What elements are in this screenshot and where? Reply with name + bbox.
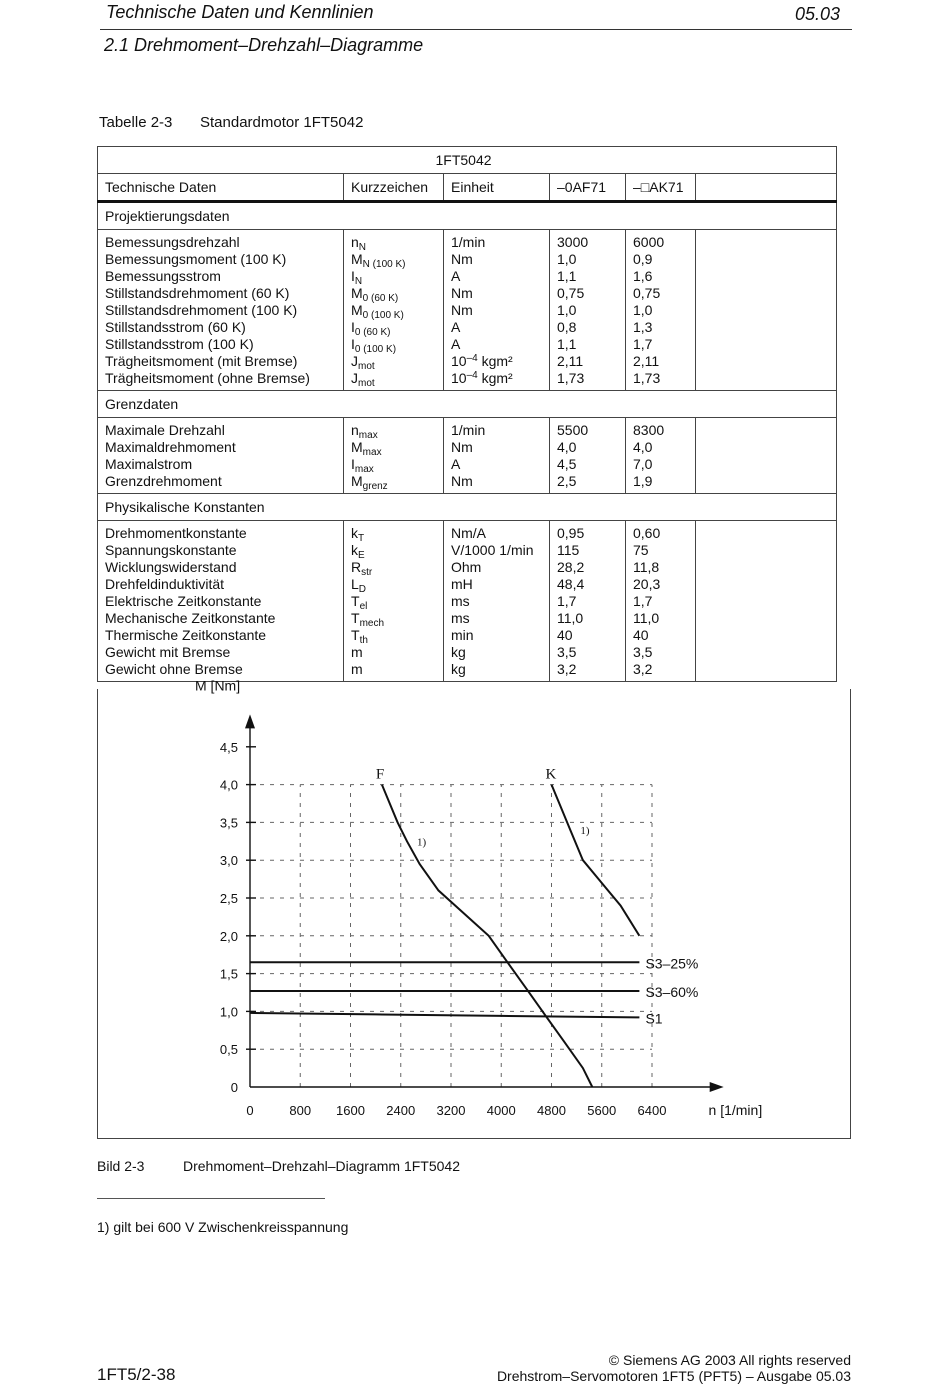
symbol-main: M — [351, 439, 363, 455]
header-section: 2.1 Drehmoment–Drehzahl–Diagramme — [104, 35, 424, 55]
row-value-ak71: 1,6 — [633, 268, 653, 284]
row-value-0af71: 2,11 — [557, 353, 584, 369]
x-tick-label: 1600 — [336, 1103, 365, 1118]
row-value-ak71: 3,5 — [633, 644, 653, 660]
row-unit — [451, 576, 542, 593]
row-symbol — [351, 559, 436, 576]
row-unit — [451, 336, 542, 353]
row-value-ak71: 0,75 — [633, 285, 661, 301]
row-value-ak71: 8300 — [633, 422, 665, 438]
unit-main: Nm — [451, 302, 473, 318]
table-title: 1FT5042 — [435, 151, 492, 168]
row-label: Gewicht ohne Bremse — [105, 661, 243, 677]
row-symbol — [351, 268, 436, 285]
series-footnote-mark: 1) — [417, 836, 427, 849]
symbol-main: T — [351, 627, 360, 643]
row-symbol — [351, 525, 436, 542]
row-value-ak71: 1,7 — [633, 593, 653, 609]
row-label: Grenzdrehmoment — [105, 473, 222, 489]
y-tick-label: 0 — [230, 1080, 238, 1095]
symbol-main: J — [351, 370, 358, 386]
section-header: Physikalische Konstanten — [98, 494, 837, 521]
unit-main: V/1000 1/min — [451, 542, 534, 558]
series-line — [250, 1013, 639, 1018]
row-label: Thermische Zeitkonstante — [105, 627, 267, 643]
x-axis-arrow — [710, 1082, 724, 1092]
symbol-main: n — [351, 234, 359, 250]
unit-main: Ohm — [451, 559, 482, 575]
row-label: Drehfeldinduktivität — [105, 576, 225, 592]
col-header-einheit: Einheit — [444, 174, 550, 202]
unit-main: A — [451, 319, 461, 335]
row-value-ak71: 1,7 — [633, 336, 653, 352]
row-label: Stillstandsstrom (100 K) — [105, 336, 254, 352]
row-value-0af71: 0,95 — [557, 525, 585, 541]
footer-page-number: 1FT5/2-38 — [97, 1365, 176, 1384]
x-tick-label: 3200 — [436, 1103, 466, 1118]
symbol-main: R — [351, 559, 362, 575]
row-value-0af71: 4,0 — [557, 439, 577, 455]
y-tick-label: 2,0 — [219, 928, 238, 944]
col-header-kurzzeichen: Kurzzeichen — [344, 174, 444, 202]
row-value-ak71: 75 — [633, 542, 649, 558]
symbol-sub: mot — [358, 378, 375, 389]
chart-frame — [97, 677, 851, 1139]
symbol-main: M — [351, 285, 363, 301]
unit-main: 1/min — [451, 234, 486, 250]
symbol-sub: max — [358, 430, 378, 441]
footer-right — [497, 1352, 851, 1384]
x-tick-label: 2400 — [386, 1103, 416, 1118]
symbol-main: M — [351, 473, 363, 489]
row-value-0af71: 3000 — [557, 234, 589, 250]
x-tick-label: 6400 — [637, 1103, 667, 1118]
row-symbol — [351, 302, 436, 319]
row-label: Maximale Drehzahl — [105, 422, 225, 438]
symbol-main: M — [351, 251, 363, 267]
unit-main: ms — [451, 610, 470, 626]
symbol-sub: N — [354, 276, 363, 287]
symbol-sub: max — [362, 447, 382, 458]
x-axis-label: n [1/min] — [708, 1102, 763, 1118]
row-value-0af71: 3,5 — [557, 644, 577, 660]
row-symbol — [351, 593, 436, 610]
header-date: 05.03 — [794, 4, 840, 24]
row-unit — [451, 302, 542, 319]
row-symbol — [351, 473, 436, 490]
symbol-sub: 0 (60 K) — [354, 327, 391, 338]
section-header: Grenzdaten — [98, 391, 837, 418]
unit-main: 1/min — [451, 422, 486, 438]
row-value-ak71: 11,8 — [633, 559, 660, 575]
symbol-sub: T — [358, 533, 365, 544]
symbol-main: m — [351, 661, 363, 677]
row-value-ak71: 1,73 — [633, 370, 661, 386]
row-unit — [451, 285, 542, 302]
y-axis-arrow — [245, 714, 255, 728]
x-tick-label: 4000 — [486, 1103, 516, 1118]
row-label: Trägheitsmoment (ohne Bremse) — [105, 370, 310, 386]
symbol-main: L — [351, 576, 359, 592]
symbol-sub: 0 (100 K) — [354, 344, 397, 355]
symbol-main: m — [351, 644, 363, 660]
row-value-0af71: 1,0 — [557, 302, 577, 318]
symbol-main: n — [351, 422, 359, 438]
unit-main: kg — [451, 644, 466, 660]
unit-main: Nm/A — [451, 525, 486, 541]
row-value-0af71: 3,2 — [557, 661, 577, 677]
series-label: K — [545, 766, 557, 783]
symbol-sub: mech — [359, 618, 385, 629]
row-value-ak71: 20,3 — [633, 576, 661, 592]
series-footnote-mark: 1) — [580, 824, 590, 837]
y-tick-label: 4,0 — [219, 777, 238, 793]
row-value-0af71: 4,5 — [557, 456, 577, 472]
unit-main: 10 — [451, 353, 467, 369]
row-unit — [451, 319, 542, 336]
symbol-main: I — [351, 456, 355, 472]
symbol-sub: E — [358, 550, 365, 561]
row-symbol — [351, 610, 436, 627]
unit-main: Nm — [451, 473, 473, 489]
row-label: Maximalstrom — [105, 456, 193, 472]
row-unit — [451, 542, 542, 559]
row-value-0af71: 1,0 — [557, 251, 577, 267]
symbol-sub: max — [354, 464, 374, 475]
unit-sup: –4 — [466, 370, 478, 381]
unit-main: min — [451, 627, 474, 643]
row-unit — [451, 456, 542, 473]
symbol-sub: el — [359, 601, 368, 612]
row-label: Trägheitsmoment (mit Bremse) — [105, 353, 298, 369]
unit-tail: kgm² — [477, 353, 513, 369]
row-unit — [451, 661, 542, 678]
row-value-ak71: 7,0 — [633, 456, 653, 472]
symbol-sub: N — [358, 242, 367, 253]
series-label: S1 — [645, 1010, 663, 1027]
series-label: S3–60% — [645, 983, 699, 1000]
row-unit — [451, 353, 542, 370]
row-value-ak71: 0,9 — [633, 251, 653, 267]
y-tick-label: 3,0 — [219, 853, 238, 869]
row-unit — [451, 251, 542, 268]
row-label: Wicklungswiderstand — [105, 559, 237, 575]
symbol-sub: N (100 K) — [362, 259, 406, 270]
row-symbol — [351, 576, 436, 593]
y-tick-label: 3,5 — [219, 815, 238, 831]
y-tick-label: 1,5 — [219, 966, 238, 982]
technical-data-table — [97, 146, 837, 682]
row-value-0af71: 1,73 — [557, 370, 585, 386]
unit-main: Nm — [451, 285, 473, 301]
row-label: Spannungskonstante — [105, 542, 237, 558]
row-value-0af71: 1,1 — [557, 268, 577, 284]
row-unit — [451, 473, 542, 490]
symbol-main: T — [351, 593, 360, 609]
table-caption-text: Standardmotor 1FT5042 — [200, 114, 364, 131]
series-label: S3–25% — [645, 955, 699, 972]
footer-doc: Drehstrom–Servomotoren 1FT5 (PFT5) – Ausgabe 05.03 — [496, 1368, 851, 1384]
row-symbol — [351, 422, 436, 439]
row-symbol — [351, 542, 436, 559]
figure-caption-label: Bild 2-3 — [97, 1158, 145, 1174]
symbol-sub: 0 (100 K) — [362, 310, 404, 321]
y-tick-label: 1,0 — [219, 1004, 238, 1020]
unit-sup: –4 — [466, 353, 478, 364]
symbol-sub: str — [361, 567, 373, 578]
section-header: Projektierungsdaten — [98, 202, 837, 230]
row-unit — [451, 268, 542, 285]
row-value-0af71: 48,4 — [557, 576, 585, 592]
row-value-0af71: 11,0 — [557, 610, 584, 626]
y-tick-label: 2,5 — [219, 891, 238, 906]
footer-copyright: © Siemens AG 2003 All rights reserved — [608, 1352, 851, 1368]
unit-main: Nm — [451, 251, 473, 267]
row-value-ak71: 2,11 — [633, 353, 660, 369]
row-value-0af71: 1,1 — [557, 336, 577, 352]
row-value-0af71: 40 — [557, 627, 573, 643]
row-symbol — [351, 439, 436, 456]
row-symbol — [351, 627, 436, 644]
symbol-sub: grenz — [362, 481, 388, 492]
row-unit — [451, 422, 542, 439]
row-unit — [451, 234, 542, 251]
row-label: Mechanische Zeitkonstante — [105, 610, 276, 626]
series-label: F — [375, 766, 385, 783]
header-chapter: Technische Daten und Kennlinien — [106, 2, 374, 22]
symbol-sub: 0 (60 K) — [362, 293, 399, 304]
row-symbol — [351, 234, 436, 251]
row-symbol — [351, 661, 436, 678]
header-rule — [100, 29, 852, 30]
symbol-main: M — [351, 302, 363, 318]
row-unit — [451, 370, 542, 387]
y-tick-label: 0,5 — [219, 1042, 238, 1058]
col-header-technische-daten: Technische Daten — [98, 174, 344, 202]
footnote: 1) gilt bei 600 V Zwischenkreisspannung — [97, 1219, 349, 1235]
row-label: Bemessungsdrehzahl — [105, 234, 240, 250]
row-value-ak71: 6000 — [633, 234, 665, 250]
row-symbol — [351, 336, 436, 353]
row-unit — [451, 593, 542, 610]
row-unit — [451, 627, 542, 644]
col-header-0af71: –0AF71 — [550, 174, 626, 202]
row-label: Elektrische Zeitkonstante — [105, 593, 262, 609]
row-value-ak71: 40 — [633, 627, 649, 643]
row-value-0af71: 115 — [557, 542, 580, 558]
unit-main: mH — [451, 576, 473, 592]
x-tick-label: 800 — [289, 1103, 312, 1118]
row-label: Bemessungsstrom — [105, 268, 221, 284]
unit-main: A — [451, 336, 461, 352]
unit-main: 10 — [451, 370, 467, 386]
row-unit — [451, 610, 542, 627]
symbol-sub: D — [358, 584, 367, 595]
row-symbol — [351, 644, 436, 661]
row-value-ak71: 1,3 — [633, 319, 653, 335]
row-value-0af71: 2,5 — [557, 473, 577, 489]
row-label: Gewicht mit Bremse — [105, 644, 231, 660]
row-symbol — [351, 353, 436, 370]
symbol-sub: mot — [358, 361, 375, 372]
symbol-main: I — [351, 268, 355, 284]
row-value-0af71: 28,2 — [557, 559, 585, 575]
row-symbol — [351, 251, 436, 268]
row-unit — [451, 439, 542, 456]
row-value-0af71: 5500 — [557, 422, 589, 438]
symbol-main: I — [351, 319, 355, 335]
row-value-ak71: 1,9 — [633, 473, 653, 489]
row-symbol — [351, 285, 436, 302]
unit-main: ms — [451, 593, 470, 609]
row-value-ak71: 3,2 — [633, 661, 653, 677]
row-label: Stillstandsstrom (60 K) — [105, 319, 246, 335]
col-header-ak71: –□AK71 — [626, 174, 696, 202]
footnote-rule — [97, 1198, 325, 1199]
symbol-main: J — [351, 353, 358, 369]
row-label: Stillstandsdrehmoment (60 K) — [105, 285, 290, 301]
row-label: Maximaldrehmoment — [105, 439, 236, 455]
row-value-ak71: 0,60 — [633, 525, 661, 541]
x-tick-label: 4800 — [537, 1103, 566, 1118]
figure-caption-text: Drehmoment–Drehzahl–Diagramm 1FT5042 — [183, 1158, 461, 1174]
row-value-ak71: 4,0 — [633, 439, 653, 455]
row-symbol — [351, 456, 436, 473]
y-axis-label: M [Nm] — [195, 677, 241, 694]
symbol-main: k — [351, 542, 358, 558]
row-symbol — [351, 319, 436, 336]
x-tick-label: 5600 — [587, 1103, 617, 1118]
row-label: Stillstandsdrehmoment (100 K) — [105, 302, 298, 318]
unit-main: A — [451, 456, 461, 472]
row-value-0af71: 1,7 — [557, 593, 577, 609]
y-tick-label: 4,5 — [219, 739, 238, 755]
unit-tail: kgm² — [477, 370, 513, 386]
row-value-0af71: 0,8 — [557, 319, 577, 335]
symbol-main: I — [351, 336, 355, 352]
series-line — [552, 785, 640, 936]
row-unit — [451, 525, 542, 542]
torque-speed-chart — [98, 677, 850, 1138]
row-label: Drehmomentkonstante — [105, 525, 247, 541]
row-unit — [451, 559, 542, 576]
symbol-main: T — [351, 610, 360, 626]
row-symbol — [351, 370, 436, 387]
row-unit — [451, 644, 542, 661]
row-value-ak71: 1,0 — [633, 302, 653, 318]
row-value-ak71: 11,0 — [633, 610, 660, 626]
x-tick-label: 0 — [246, 1103, 254, 1118]
unit-main: Nm — [451, 439, 473, 455]
table-caption-label: Tabelle 2-3 — [99, 114, 173, 131]
row-value-0af71: 0,75 — [557, 285, 585, 301]
symbol-main: k — [351, 525, 358, 541]
symbol-sub: th — [359, 635, 368, 646]
unit-main: kg — [451, 661, 466, 677]
unit-main: A — [451, 268, 461, 284]
row-label: Bemessungsmoment (100 K) — [105, 251, 287, 267]
